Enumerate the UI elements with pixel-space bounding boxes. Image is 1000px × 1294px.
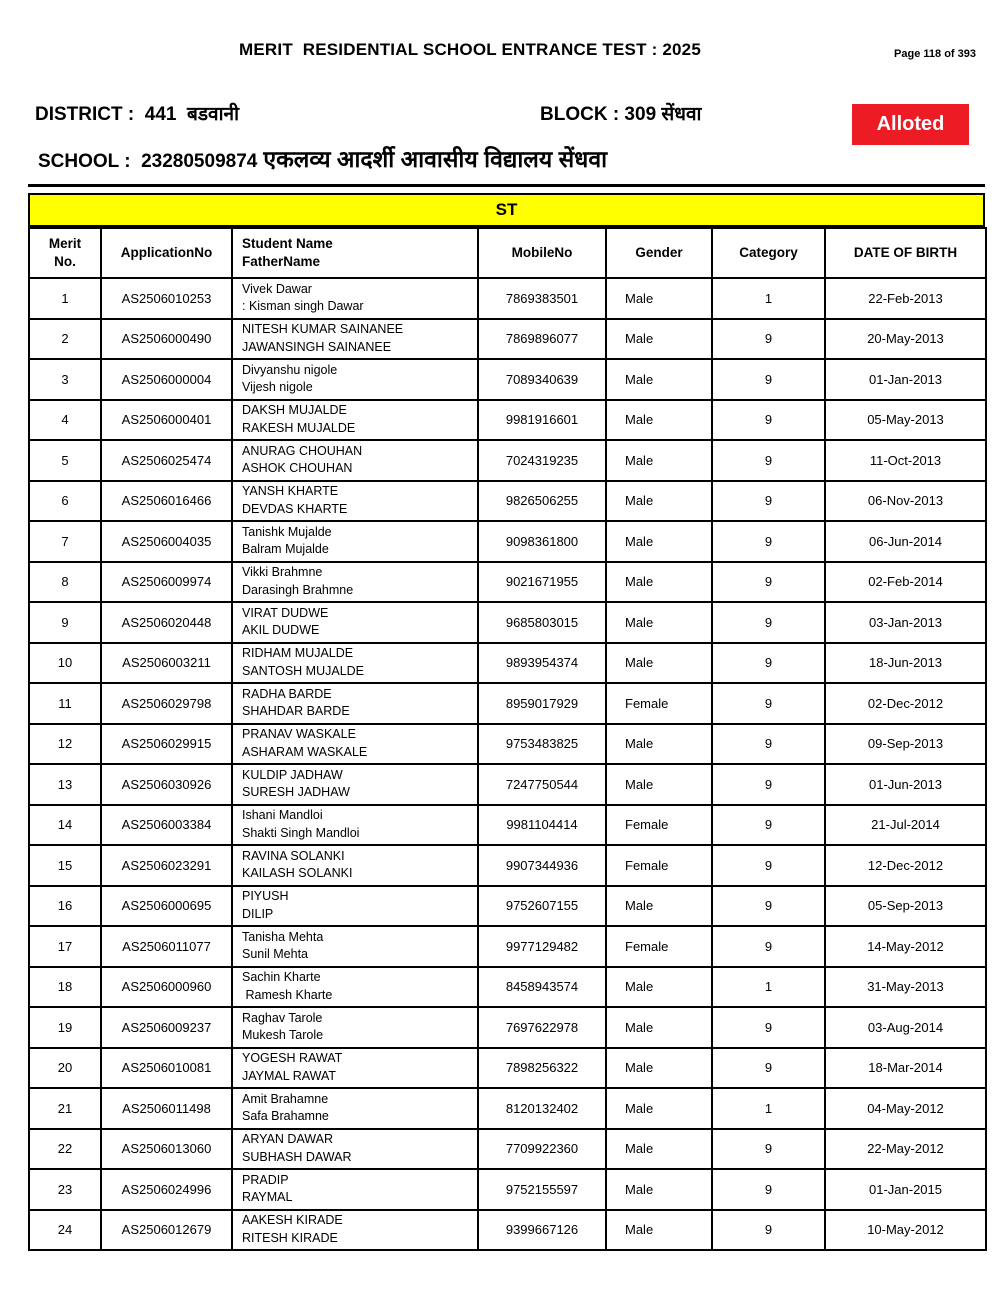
category-cell: 9 [712,359,825,400]
gender-cell: Male [606,764,712,805]
date-of-birth-cell: 12-Dec-2012 [825,845,986,886]
student-name-cell [232,1210,478,1251]
gender-cell: Male [606,400,712,441]
gender-cell: Female [606,845,712,886]
student-name: ANURAG CHOUHAN [242,443,363,458]
table-row [29,886,986,927]
table-row [29,845,986,886]
student-name-cell [232,319,478,360]
father-name: Balram Mujalde [242,542,329,557]
mobile-no-cell: 8959017929 [478,683,606,724]
gender-cell: Male [606,1007,712,1048]
merit-no-cell: 18 [29,967,101,1008]
student-name: Tanisha Mehta [242,929,324,944]
category-banner: ST [28,193,985,227]
page-title: MERIT RESIDENTIAL SCHOOL ENTRANCE TEST : 2025 [239,40,701,59]
date-of-birth-cell: 02-Feb-2014 [825,562,986,603]
student-name: YOGESH RAWAT [242,1051,343,1066]
date-of-birth-cell: 06-Jun-2014 [825,521,986,562]
merit-no-cell: 8 [29,562,101,603]
application-no-cell: AS2506010253 [101,278,232,319]
gender-cell: Male [606,1210,712,1251]
student-name: DAKSH MUJALDE [242,403,347,418]
student-name: PRANAV WASKALE [242,727,356,742]
application-no-cell: AS2506030926 [101,764,232,805]
father-name: : Kisman singh Dawar [242,299,364,314]
father-name: JAYMAL RAWAT [242,1068,336,1083]
category-cell: 9 [712,845,825,886]
student-name: ARYAN DAWAR [242,1132,333,1147]
student-name-cell [232,359,478,400]
student-name: AAKESH KIRADE [242,1213,343,1228]
application-no-cell: AS2506023291 [101,845,232,886]
application-no-cell: AS2506011077 [101,926,232,967]
student-name: Vikki Brahmne [242,565,323,580]
mobile-no-cell: 7898256322 [478,1048,606,1089]
application-no-cell: AS2506000401 [101,400,232,441]
gender-cell: Male [606,1048,712,1089]
category-cell: 9 [712,724,825,765]
merit-no-cell: 23 [29,1169,101,1210]
student-name-cell [232,845,478,886]
date-of-birth-cell: 03-Jan-2013 [825,602,986,643]
student-name-cell [232,926,478,967]
table-row [29,643,986,684]
date-of-birth-cell: 18-Jun-2013 [825,643,986,684]
merit-no-cell: 13 [29,764,101,805]
mobile-no-cell: 9685803015 [478,602,606,643]
table-row [29,724,986,765]
table-row [29,926,986,967]
application-no-cell: AS2506020448 [101,602,232,643]
date-of-birth-cell: 22-May-2012 [825,1129,986,1170]
page-number: Page 118 of 393 [894,48,976,60]
student-name: PIYUSH [242,889,289,904]
merit-no-cell: 20 [29,1048,101,1089]
gender-cell: Male [606,1088,712,1129]
student-name-cell [232,764,478,805]
student-name-cell [232,278,478,319]
father-name: Shakti Singh Mandloi [242,825,360,840]
gender-cell: Male [606,1169,712,1210]
gender-cell: Male [606,359,712,400]
student-name-cell [232,440,478,481]
student-name: VIRAT DUDWE [242,605,329,620]
school-field [38,142,958,174]
merit-no-cell: 15 [29,845,101,886]
application-no-cell: AS2506013060 [101,1129,232,1170]
date-of-birth-cell: 04-May-2012 [825,1088,986,1129]
student-name-cell [232,481,478,522]
gender-cell: Male [606,724,712,765]
table-row [29,683,986,724]
category-cell: 9 [712,1129,825,1170]
father-name: SURESH JADHAW [242,785,350,800]
category-cell: 9 [712,764,825,805]
student-name: Amit Brahamne [242,1091,329,1106]
merit-no-cell: 10 [29,643,101,684]
father-name: ASHARAM WASKALE [242,744,368,759]
table-row [29,440,986,481]
merit-no-cell: 3 [29,359,101,400]
application-no-cell: AS2506029798 [101,683,232,724]
merit-no-cell: 9 [29,602,101,643]
date-of-birth-cell: 18-Mar-2014 [825,1048,986,1089]
gender-cell: Male [606,967,712,1008]
mobile-no-cell: 9399667126 [478,1210,606,1251]
mobile-no-cell: 9752155597 [478,1169,606,1210]
column-header-mobile-no: MobileNo [478,228,606,278]
application-no-cell: AS2506016466 [101,481,232,522]
student-name: Raghav Tarole [242,1010,323,1025]
mobile-no-cell: 8120132402 [478,1088,606,1129]
gender-cell: Female [606,926,712,967]
gender-cell: Male [606,886,712,927]
student-name-cell [232,683,478,724]
student-name-cell [232,562,478,603]
merit-no-cell: 16 [29,886,101,927]
gender-cell: Male [606,521,712,562]
gender-cell: Male [606,562,712,603]
merit-no-cell: 12 [29,724,101,765]
date-of-birth-cell: 05-Sep-2013 [825,886,986,927]
student-name: RIDHAM MUJALDE [242,646,354,661]
date-of-birth-cell: 06-Nov-2013 [825,481,986,522]
mobile-no-cell: 9098361800 [478,521,606,562]
student-name-cell [232,1088,478,1129]
merit-no-cell: 19 [29,1007,101,1048]
category-cell: 1 [712,967,825,1008]
column-header-category: Category [712,228,825,278]
merit-no-cell: 11 [29,683,101,724]
school-code: SCHOOL : 23280509874 [38,151,258,172]
table-row [29,1048,986,1089]
student-name: NITESH KUMAR SAINANEE [242,322,404,337]
table-row [29,481,986,522]
student-name-cell [232,400,478,441]
father-name: SANTOSH MUJALDE [242,663,365,678]
father-name: RAYMAL [242,1190,293,1205]
father-name: SHAHDAR BARDE [242,704,350,719]
category-cell: 9 [712,481,825,522]
block-field: BLOCK : 309 सेंधवा [540,104,702,125]
category-cell: 9 [712,1007,825,1048]
student-name: PRADIP [242,1172,289,1187]
student-name-cell [232,1048,478,1089]
merit-no-cell: 6 [29,481,101,522]
student-name-cell [232,602,478,643]
mobile-no-cell: 9977129482 [478,926,606,967]
gender-cell: Male [606,481,712,522]
student-name-cell [232,1129,478,1170]
table-row [29,319,986,360]
merit-no-cell: 24 [29,1210,101,1251]
student-name: Tanishk Mujalde [242,524,332,539]
student-name-cell [232,724,478,765]
mobile-no-cell: 7869383501 [478,278,606,319]
gender-cell: Male [606,602,712,643]
table-header-row [29,228,986,278]
father-name: DEVDAS KHARTE [242,501,348,516]
date-of-birth-cell: 22-Feb-2013 [825,278,986,319]
mobile-no-cell: 9893954374 [478,643,606,684]
application-no-cell: AS2506025474 [101,440,232,481]
student-name-cell [232,1007,478,1048]
application-no-cell: AS2506000490 [101,319,232,360]
table-row [29,562,986,603]
merit-no-cell: 2 [29,319,101,360]
merit-no-cell: 7 [29,521,101,562]
column-header-student-father-name: Student Name FatherName [232,228,478,278]
mobile-no-cell: 9981916601 [478,400,606,441]
application-no-cell: AS2506004035 [101,521,232,562]
mobile-no-cell: 9752607155 [478,886,606,927]
table-row [29,1007,986,1048]
student-name: Ishani Mandloi [242,808,323,823]
merit-no-cell: 4 [29,400,101,441]
application-no-cell: AS2506000004 [101,359,232,400]
student-name: Sachin Kharte [242,970,321,985]
date-of-birth-cell: 02-Dec-2012 [825,683,986,724]
student-name: RADHA BARDE [242,686,332,701]
category-cell: 9 [712,805,825,846]
student-name-cell [232,967,478,1008]
father-name: KAILASH SOLANKI [242,866,353,881]
father-name: Mukesh Tarole [242,1028,324,1043]
father-name: Sunil Mehta [242,947,309,962]
date-of-birth-cell: 01-Jan-2015 [825,1169,986,1210]
student-name-cell [232,805,478,846]
category-cell: 9 [712,521,825,562]
district-field: DISTRICT : 441 बडवानी [35,104,239,125]
merit-table [28,227,987,1251]
mobile-no-cell: 9826506255 [478,481,606,522]
application-no-cell: AS2506029915 [101,724,232,765]
column-header-gender: Gender [606,228,712,278]
table-row [29,359,986,400]
date-of-birth-cell: 11-Oct-2013 [825,440,986,481]
gender-cell: Male [606,1129,712,1170]
date-of-birth-cell: 03-Aug-2014 [825,1007,986,1048]
date-of-birth-cell: 01-Jan-2013 [825,359,986,400]
father-name: Darasingh Brahmne [242,582,354,597]
application-no-cell: AS2506024996 [101,1169,232,1210]
application-no-cell: AS2506003384 [101,805,232,846]
mobile-no-cell: 9981104414 [478,805,606,846]
date-of-birth-cell: 31-May-2013 [825,967,986,1008]
application-no-cell: AS2506009237 [101,1007,232,1048]
student-name-cell [232,886,478,927]
mobile-no-cell: 7709922360 [478,1129,606,1170]
date-of-birth-cell: 21-Jul-2014 [825,805,986,846]
father-name: DILIP [242,906,274,921]
student-name: Vivek Dawar [242,281,312,296]
student-name-cell [232,643,478,684]
mobile-no-cell: 9753483825 [478,724,606,765]
column-header-application-no: ApplicationNo [101,228,232,278]
column-header-merit-no: Merit No. [29,228,101,278]
category-cell: 9 [712,926,825,967]
table-row [29,1169,986,1210]
student-name-cell [232,1169,478,1210]
merit-no-cell: 21 [29,1088,101,1129]
table-row [29,967,986,1008]
application-no-cell: AS2506012679 [101,1210,232,1251]
category-cell: 1 [712,1088,825,1129]
student-name: KULDIP JADHAW [242,767,343,782]
student-name-cell [232,521,478,562]
father-name: JAWANSINGH SAINANEE [242,339,392,354]
gender-cell: Male [606,440,712,481]
gender-cell: Male [606,643,712,684]
merit-no-cell: 14 [29,805,101,846]
student-name: YANSH KHARTE [242,484,339,499]
mobile-no-cell: 9021671955 [478,562,606,603]
category-cell: 9 [712,1210,825,1251]
date-of-birth-cell: 01-Jun-2013 [825,764,986,805]
table-row [29,602,986,643]
gender-cell: Female [606,683,712,724]
gender-cell: Male [606,278,712,319]
category-cell: 9 [712,1169,825,1210]
mobile-no-cell: 7024319235 [478,440,606,481]
category-cell: 9 [712,440,825,481]
category-cell: 9 [712,886,825,927]
mobile-no-cell: 8458943574 [478,967,606,1008]
category-cell: 9 [712,602,825,643]
student-name: Divyanshu nigole [242,362,338,377]
father-name: Ramesh Kharte [242,987,333,1002]
father-name: ASHOK CHOUHAN [242,461,353,476]
category-cell: 1 [712,278,825,319]
gender-cell: Female [606,805,712,846]
application-no-cell: AS2506011498 [101,1088,232,1129]
merit-no-cell: 1 [29,278,101,319]
application-no-cell: AS2506000960 [101,967,232,1008]
divider-rule [28,184,985,187]
mobile-no-cell: 7869896077 [478,319,606,360]
mobile-no-cell: 7247750544 [478,764,606,805]
school-name: एकलव्य आदर्शी आवासीय विद्यालय सेंधवा [263,146,608,172]
category-cell: 9 [712,400,825,441]
application-no-cell: AS2506009974 [101,562,232,603]
table-row [29,1129,986,1170]
table-row [29,400,986,441]
category-cell: 9 [712,1048,825,1089]
gender-cell: Male [606,319,712,360]
application-no-cell: AS2506010081 [101,1048,232,1089]
category-cell: 9 [712,319,825,360]
category-cell: 9 [712,643,825,684]
table-row [29,1210,986,1251]
table-row [29,1088,986,1129]
father-name: Safa Brahamne [242,1109,329,1124]
category-cell: 9 [712,562,825,603]
date-of-birth-cell: 14-May-2012 [825,926,986,967]
alloted-status-badge: Alloted [852,104,969,145]
date-of-birth-cell: 05-May-2013 [825,400,986,441]
student-name: RAVINA SOLANKI [242,848,345,863]
application-no-cell: AS2506003211 [101,643,232,684]
mobile-no-cell: 7697622978 [478,1007,606,1048]
table-row [29,805,986,846]
table-row [29,521,986,562]
merit-no-cell: 17 [29,926,101,967]
mobile-no-cell: 7089340639 [478,359,606,400]
category-cell: 9 [712,683,825,724]
merit-no-cell: 22 [29,1129,101,1170]
column-header-date-of-birth: DATE OF BIRTH [825,228,986,278]
father-name: RITESH KIRADE [242,1230,338,1245]
mobile-no-cell: 9907344936 [478,845,606,886]
date-of-birth-cell: 09-Sep-2013 [825,724,986,765]
merit-no-cell: 5 [29,440,101,481]
table-row [29,764,986,805]
table-row [29,278,986,319]
father-name: SUBHASH DAWAR [242,1149,352,1164]
father-name: RAKESH MUJALDE [242,420,356,435]
father-name: Vijesh nigole [242,380,313,395]
date-of-birth-cell: 10-May-2012 [825,1210,986,1251]
father-name: AKIL DUDWE [242,623,320,638]
application-no-cell: AS2506000695 [101,886,232,927]
date-of-birth-cell: 20-May-2013 [825,319,986,360]
